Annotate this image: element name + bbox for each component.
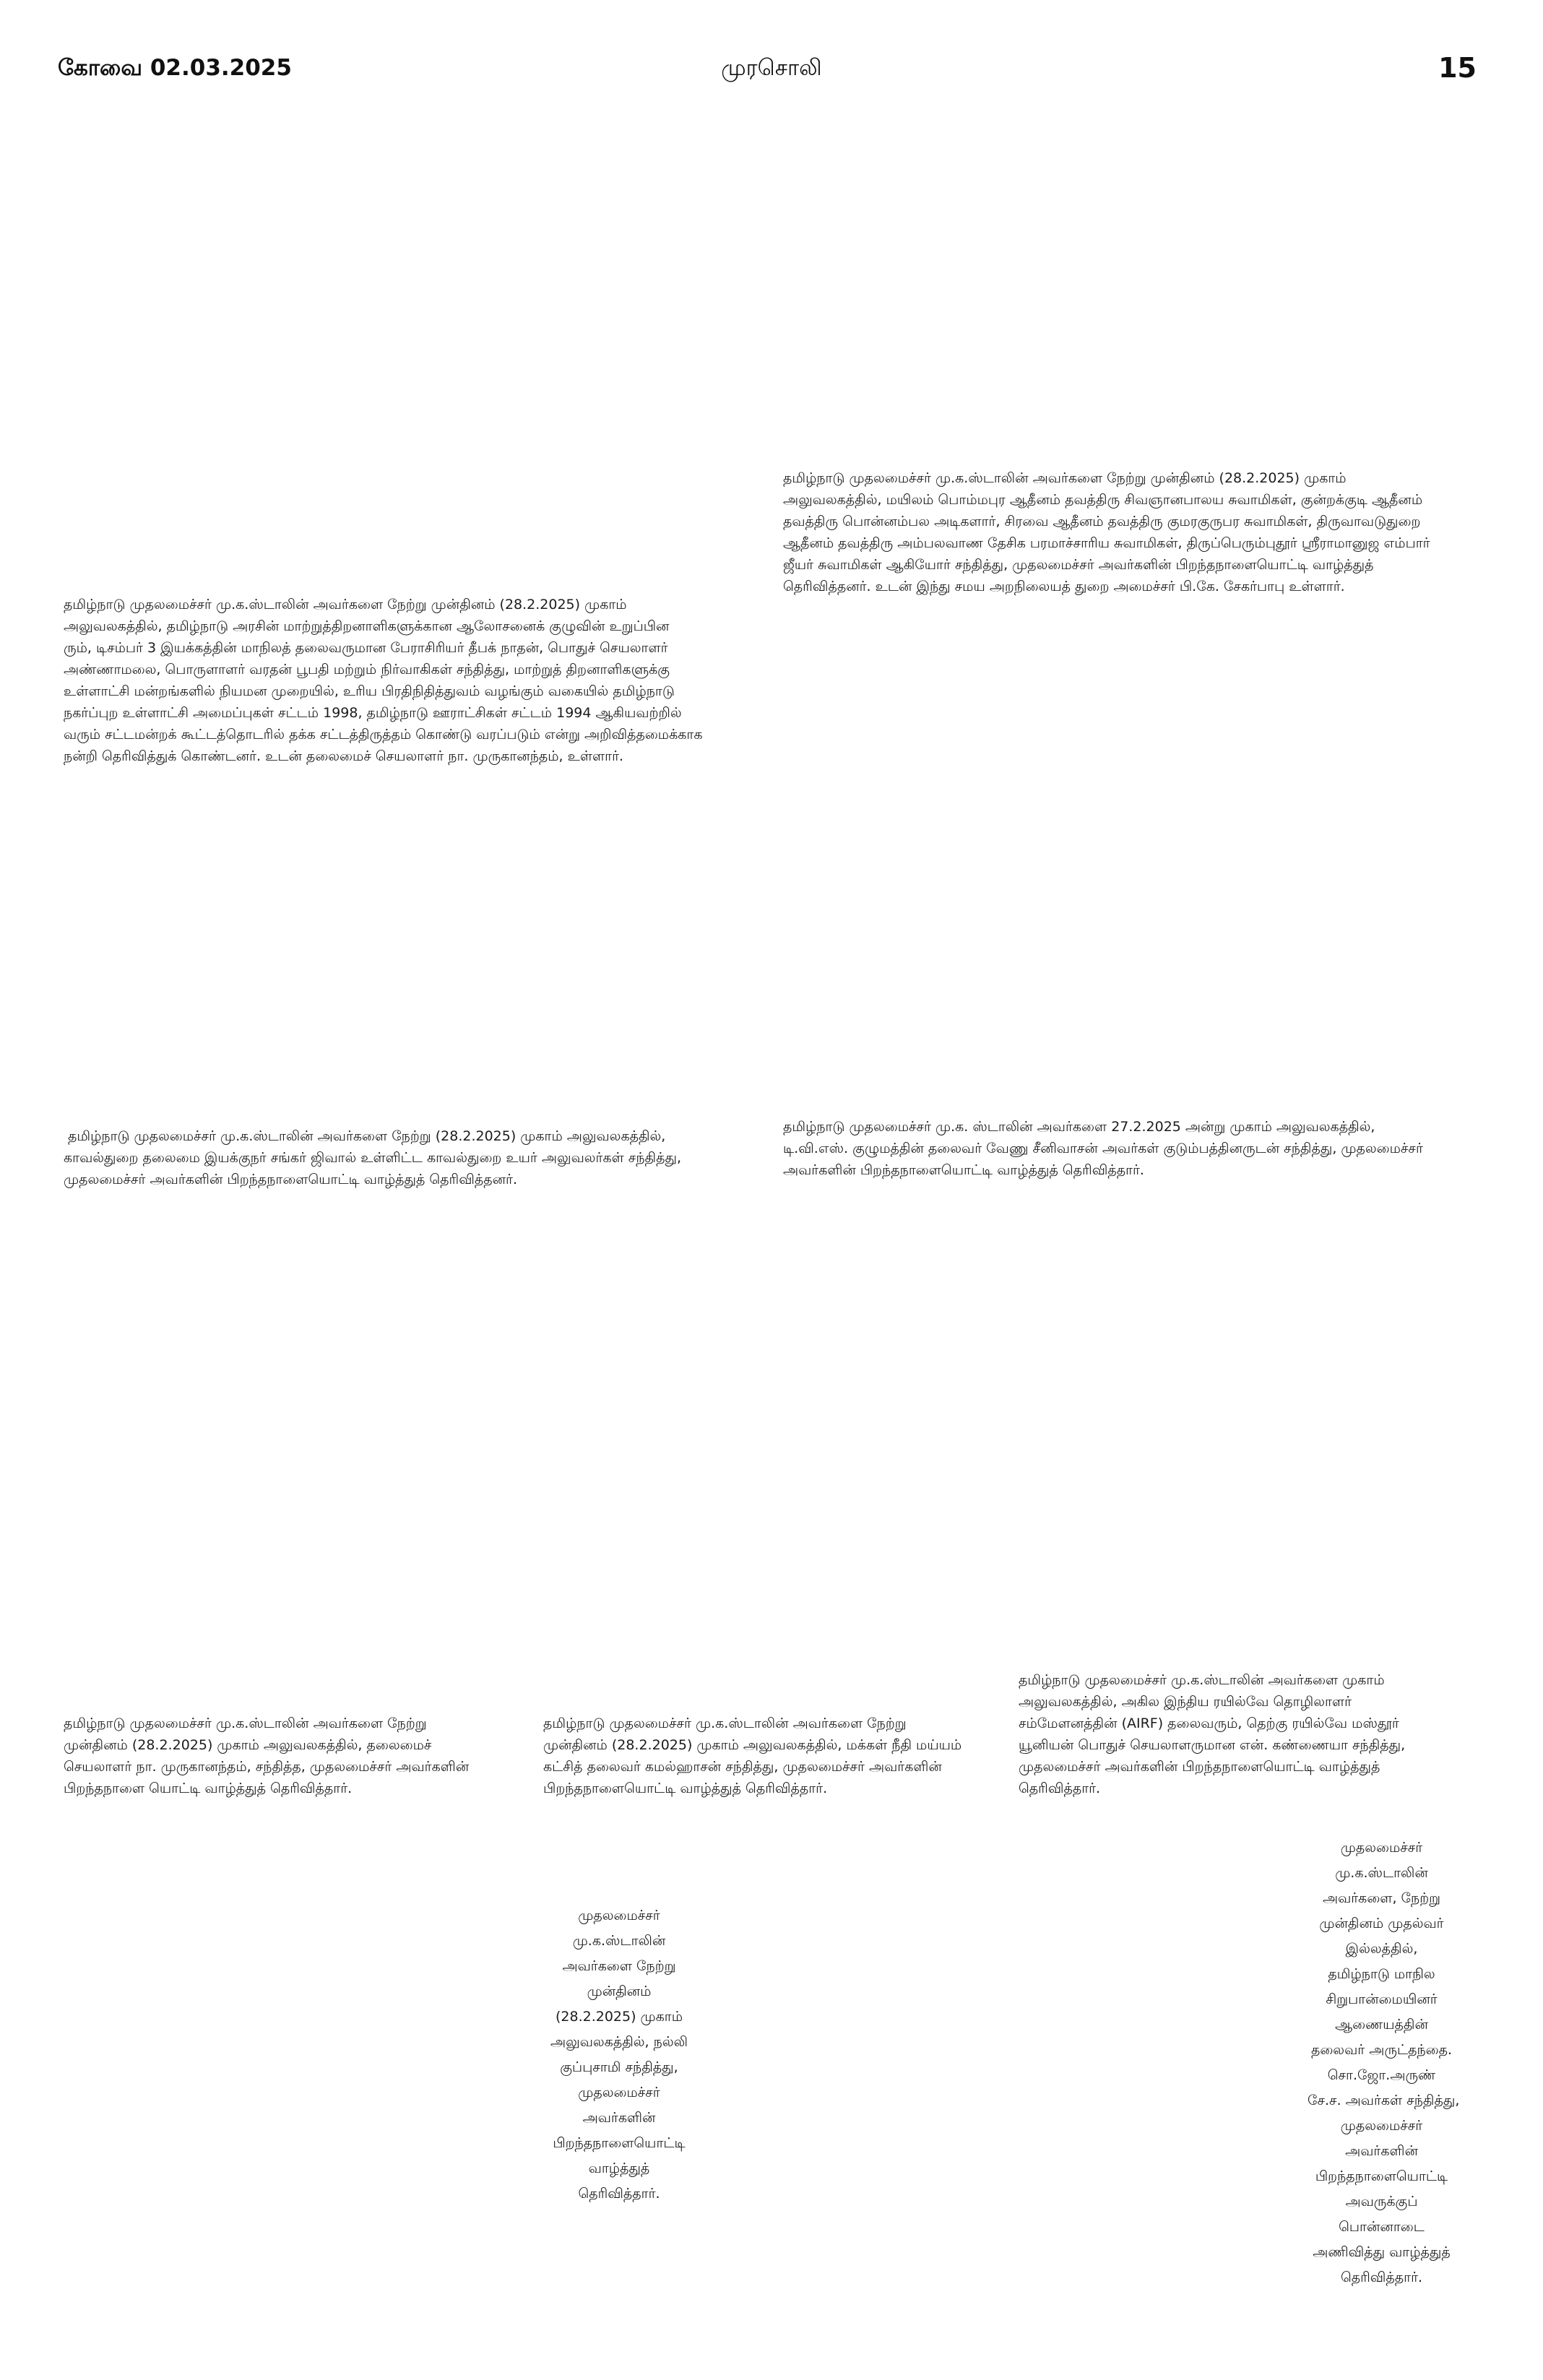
page-number: 15 <box>1438 52 1477 84</box>
photo-caption-minorities-commission: முதலமைச்சர் மு.க.ஸ்டாலின் அவர்களை, நேற்று முன்தினம் முதல்வர் இல்லத்தில், தமிழ்நாடு மாநில சிறுபான்மையினர் ஆணையத்தின் தலைவர் அருட்தந்தை. சொ.ஜோ.அருண் சே.ச. அவர்கள் சந்தித்து, முதலமைச்சர் அவர்களின் பிறந்தநாளையொட்டி அவருக்குப் பொன்னாடை அணிவித்து வாழ்த்துத் தெரிவித்தார். <box>1308 1840 1460 2285</box>
photo-caption-police: தமிழ்நாடு முதலமைச்சர் மு.க.ஸ்டாலின் அவர்களை நேற்று (28.2.2025) முகாம் அலுவலகத்தில், காவல்துறை தலைமை இயக்குநர் சங்கர் ஜிவால் உள்ளிட்ட காவல்துறை உயர் அலுவலர்கள் சந்தித்து, முதலமைச்சர் அவர்களின் பிறந்தநாளையொட்டி வாழ்த்துத் தெரிவித்தனர். <box>64 1128 681 1187</box>
photo-caption-airf: தமிழ்நாடு முதலமைச்சர் மு.க.ஸ்டாலின் அவர்களை முகாம் அலுவலகத்தில், அகில இந்திய ரயில்வே தொழிலாளர் சம்மேளனத்தின் (AIRF) தலைவரும், தெற்கு ரயில்வே மஸ்தூர் யூனியன் பொதுச் செயலாளருமான என். கண்ணையா சந்தித்து, முதலமைச்சர் அவர்களின் பிறந்தநாளையொட்டி வாழ்த்துத் தெரிவித்தார். <box>1019 1672 1406 1796</box>
photo-caption-kamal-haasan: தமிழ்நாடு முதலமைச்சர் மு.க.ஸ்டாலின் அவர்களை நேற்று முன்தினம் (28.2.2025) முகாம் அலுவலகத்தில், மக்கள் நீதி மய்யம் கட்சித் தலைவர் கமல்ஹாசன் சந்தித்து, முதலமைச்சர் அவர்களின் பிறந்தநாளையொட்டி வாழ்த்துத் தெரிவித்தார். <box>543 1715 962 1796</box>
photo-caption-chief-secretary: தமிழ்நாடு முதலமைச்சர் மு.க.ஸ்டாலின் அவர்களை நேற்று முன்தினம் (28.2.2025) முகாம் அலுவலகத்தில், தலைமைச் செயலாளர் நா. முருகானந்தம், சந்தித்த, முதலமைச்சர் அவர்களின் பிறந்தநாளை யொட்டி வாழ்த்துத் தெரிவித்தார். <box>64 1715 470 1796</box>
masthead-title: முரசொலி <box>721 55 822 81</box>
edition-date: கோவை 02.03.2025 <box>58 55 292 81</box>
photo-caption-nalli: முதலமைச்சர் மு.க.ஸ்டாலின் அவர்களை நேற்று முன்தினம் (28.2.2025) முகாம் அலுவலகத்தில், நல்லி குப்புசாமி சந்தித்து, முதலமைச்சர் அவர்களின் பிறந்தநாளையொட்டி வாழ்த்துத் தெரிவித்தார். <box>550 1908 688 2202</box>
photo-caption-disability-advisory: தமிழ்நாடு முதலமைச்சர் மு.க.ஸ்டாலின் அவர்களை நேற்று முன்தினம் (28.2.2025) முகாம் அலுவலகத்தில், தமிழ்நாடு அரசின் மாற்றுத்திறனாளிகளுக்கான ஆலோசனைக் குழுவின் உறுப்பின ரும், டிசம்பர் 3 இயக்கத்தின் மாநிலத் தலைவருமான பேராசிரியர் தீபக் நாதன், பொதுச் செயலாளர் அண்ணாமலை, பொருளாளர் வரதன் பூபதி மற்றும் நிர்வாகிகள் சந்தித்து, மாற்றுத் திறனாளிகளுக்கு உள்ளாட்சி மன்றங்களில் நியமன முறையில், உரிய பிரதிநிதித்துவம் வழங்கும் வகையில் தமிழ்நாடு நகர்ப்புற உள்ளாட்சி அமைப்புகள் சட்டம் 1998, தமிழ்நாடு ஊராட்சிகள் சட்டம் 1994 ஆகியவற்றில் வரும் சட்டமன்றக் கூட்டத்தொடரில் தக்க சட்டத்திருத்தம் கொண்டு வரப்படும் என்று அறிவித்தமைக்காக நன்றி தெரிவித்துக் கொண்டனர். உடன் தலைமைச் செயலாளர் நா. முருகானந்தம், உள்ளார். <box>64 597 703 764</box>
photo-caption-tvs: தமிழ்நாடு முதலமைச்சர் மு.க. ஸ்டாலின் அவர்களை 27.2.2025 அன்று முகாம் அலுவலகத்தில், டி.வி.எஸ். குழுமத்தின் தலைவர் வேணு சீனிவாசன் அவர்கள் குடும்பத்தினருடன் சந்தித்து, முதலமைச்சர் அவர்களின் பிறந்தநாளையொட்டி வாழ்த்துத் தெரிவித்தார். <box>783 1119 1423 1178</box>
photo-caption-adheenams: தமிழ்நாடு முதலமைச்சர் மு.க.ஸ்டாலின் அவர்களை நேற்று முன்தினம் (28.2.2025) முகாம் அலுவலகத்தில், மயிலம் பொம்மபுர ஆதீனம் தவத்திரு சிவஞானபாலய சுவாமிகள், குன்றக்குடி ஆதீனம் தவத்திரு பொன்னம்பல அடிகளார், சிரவை ஆதீனம் தவத்திரு குமரகுருபர சுவாமிகள், திருவாவடுதுறை ஆதீனம் தவத்திரு அம்பலவாண தேசிக பரமாச்சாரிய சுவாமிகள், திருப்பெரும்புதூர் ஸ்ரீராமானுஜ எம்பார் ஜீயர் சுவாமிகள் ஆகியோர் சந்தித்து, முதலமைச்சர் அவர்களின் பிறந்தநாளையொட்டி வாழ்த்துத் தெரிவித்தனர். உடன் இந்து சமய அறநிலையத் துறை அமைச்சர் பி.கே. சேகர்பாபு உள்ளார். <box>783 470 1430 594</box>
